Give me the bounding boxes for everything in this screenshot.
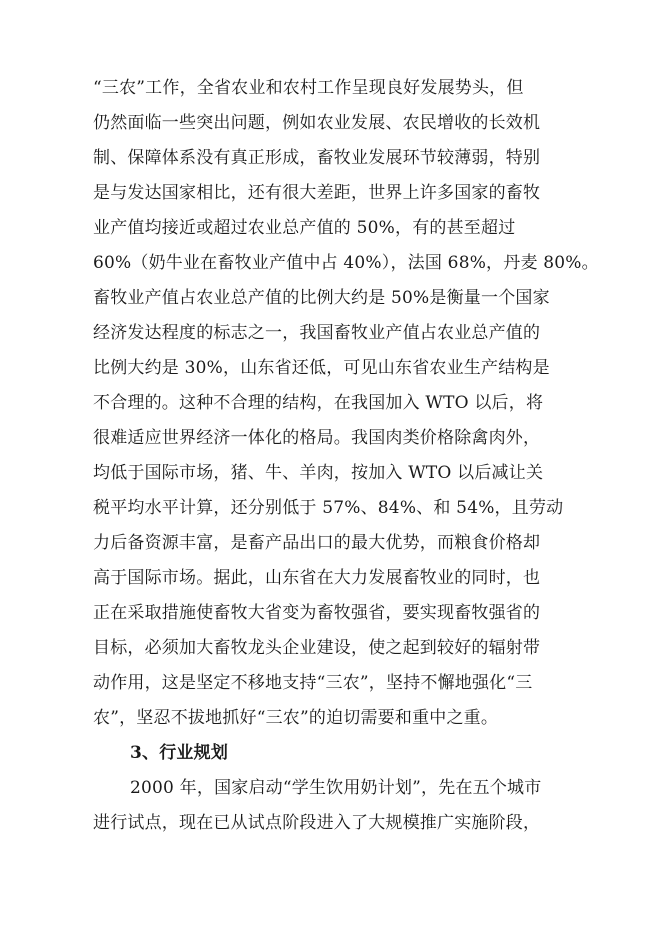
text-line-12: 均低于国际市场，猪、牛、羊肉，按加入 WTO 以后减让关 xyxy=(93,463,544,483)
text-line-8: 经济发达程度的标志之一，我国畜牧业产值占农业总产值的 xyxy=(93,323,541,343)
text-line-6: 60%（奶牛业在畜牧业产值中占 40%），法国 68%，丹麦 80%。 xyxy=(93,253,599,273)
text-line-17: 目标，必须加大畜牧龙头企业建设，使之起到较好的辐射带 xyxy=(93,638,541,658)
text-line-3: 制、保障体系没有真正形成，畜牧业发展环节较薄弱，特别 xyxy=(93,148,541,168)
text-line-10: 不合理的。这种不合理的结构，在我国加入 WTO 以后，将 xyxy=(93,393,544,413)
text-line-13: 税平均水平计算，还分别低于 57%、84%、和 54%，且劳动 xyxy=(93,498,564,518)
text-line-1: “三农”工作，全省农业和农村工作呈现良好发展势头，但 xyxy=(93,78,524,98)
text-line-14: 力后备资源丰富，是畜产品出口的最大优势，而粮食价格却 xyxy=(93,533,541,553)
text-line-19: 农”，坚忍不拔地抓好“三农”的迫切需要和重中之重。 xyxy=(93,708,499,728)
paragraph-line-2: 进行试点，现在已从试点阶段进入了大规模推广实施阶段， xyxy=(93,813,541,833)
text-line-2: 仍然面临一些突出问题，例如农业发展、农民增收的长效机 xyxy=(93,113,541,133)
text-line-18: 动作用，这是坚定不移地支持“三农”，坚持不懈地强化“三 xyxy=(93,673,533,693)
text-line-16: 正在采取措施使畜牧大省变为畜牧强省，要实现畜牧强省的 xyxy=(93,603,541,623)
text-line-7: 畜牧业产值占农业总产值的比例大约是 50%是衡量一个国家 xyxy=(93,288,550,308)
text-line-11: 很难适应世界经济一体化的格局。我国肉类价格除禽肉外， xyxy=(93,428,541,448)
text-line-15: 高于国际市场。据此，山东省在大力发展畜牧业的同时，也 xyxy=(93,568,541,588)
text-line-5: 业产值均接近或超过农业总产值的 50%，有的甚至超过 xyxy=(93,218,516,238)
paragraph-line-1: 2000 年，国家启动“学生饮用奶计划”，先在五个城市 xyxy=(130,778,542,798)
text-line-9: 比例大约是 30%，山东省还低，可见山东省农业生产结构是 xyxy=(93,358,550,378)
section-heading: 3、行业规划 xyxy=(130,743,229,763)
text-line-4: 是与发达国家相比，还有很大差距，世界上许多国家的畜牧 xyxy=(93,183,541,203)
